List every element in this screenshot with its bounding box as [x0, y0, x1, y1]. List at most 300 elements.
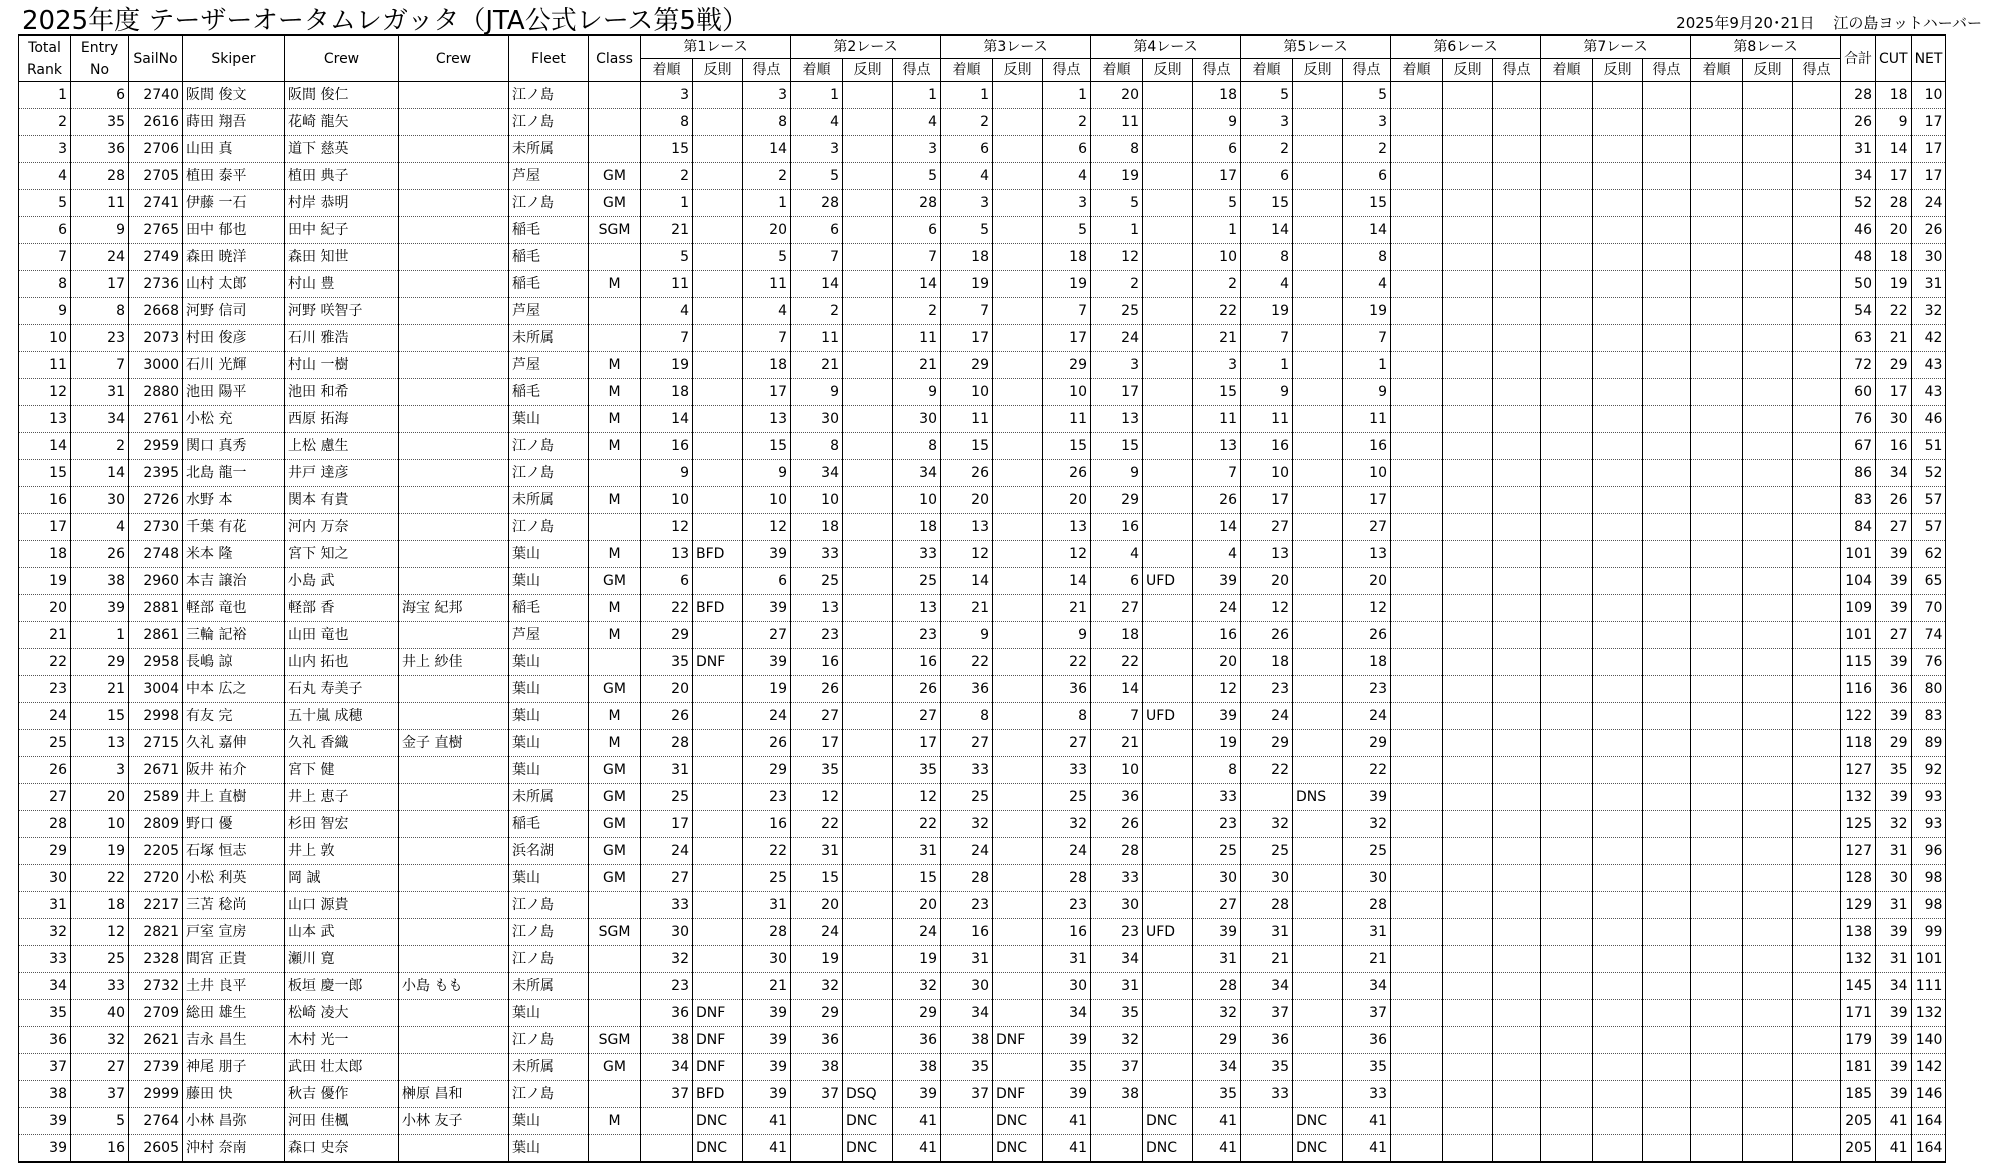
rank-cell: 36 [19, 1027, 71, 1054]
race-6-empty-cell [1391, 352, 1443, 379]
race-1-penalty-cell [693, 676, 743, 703]
race-3-finish-cell: 3 [941, 190, 993, 217]
race-5-score-cell: 33 [1343, 1081, 1391, 1108]
class-cell: GM [589, 811, 641, 838]
race-8-empty-cell [1793, 1135, 1841, 1163]
race-8-empty-cell [1793, 784, 1841, 811]
race-4-penalty-cell [1143, 406, 1193, 433]
table-row [19, 622, 1946, 649]
race-2-penalty-cell: DNC [843, 1135, 893, 1163]
race-3-finish-cell: 5 [941, 217, 993, 244]
race-6-empty-cell [1391, 946, 1443, 973]
header-race-8: 第8レース [1691, 35, 1841, 59]
race-6-empty-cell [1391, 379, 1443, 406]
race-3-penalty-cell [993, 325, 1043, 352]
race-1-penalty-cell: DNF [693, 649, 743, 676]
entry-no-cell: 9 [71, 217, 129, 244]
race-8-empty-cell [1691, 1000, 1743, 1027]
rank-cell: 13 [19, 406, 71, 433]
race-3-finish-cell: 16 [941, 919, 993, 946]
race-3-score-cell: 6 [1043, 136, 1091, 163]
fleet-cell: 葉山 [509, 1135, 589, 1163]
race-3-finish-cell: 30 [941, 973, 993, 1000]
race-7-empty-cell [1541, 352, 1593, 379]
race-8-empty-cell [1691, 136, 1743, 163]
race-2-score-cell: 38 [893, 1054, 941, 1081]
race-1-penalty-cell: BFD [693, 541, 743, 568]
race-8-empty-cell [1691, 568, 1743, 595]
race-4-penalty-cell [1143, 298, 1193, 325]
rank-cell: 15 [19, 460, 71, 487]
race-3-penalty-cell [993, 784, 1043, 811]
crew-2-cell [399, 325, 509, 352]
header-class: Class [589, 35, 641, 82]
cut-cell: 39 [1876, 568, 1912, 595]
race-7-empty-cell [1643, 136, 1691, 163]
race-4-score-cell: 4 [1193, 541, 1241, 568]
race-6-empty-cell [1493, 676, 1541, 703]
skipper-cell: 三苫 稔尚 [183, 892, 285, 919]
race-8-empty-cell [1793, 433, 1841, 460]
race-1-score-cell: 5 [743, 244, 791, 271]
race-6-empty-cell [1493, 217, 1541, 244]
net-cell: 51 [1911, 433, 1946, 460]
race-5-finish-cell: 28 [1241, 892, 1293, 919]
crew-cell: 軽部 香 [285, 595, 399, 622]
race-3-finish-cell: 25 [941, 784, 993, 811]
race-4-penalty-cell [1143, 1081, 1193, 1108]
fleet-cell: 稲毛 [509, 217, 589, 244]
race-2-penalty-cell [843, 487, 893, 514]
cut-cell: 28 [1876, 190, 1912, 217]
race-1-penalty-cell [693, 82, 743, 109]
race-5-finish-cell: 3 [1241, 109, 1293, 136]
race-6-empty-cell [1391, 1081, 1443, 1108]
entry-no-cell: 33 [71, 973, 129, 1000]
race-8-empty-cell [1691, 1135, 1743, 1163]
race-2-score-cell: 22 [893, 811, 941, 838]
race-8-empty-cell [1691, 325, 1743, 352]
race-6-empty-cell [1493, 325, 1541, 352]
race-3-penalty-cell [993, 271, 1043, 298]
race-2-score-cell: 20 [893, 892, 941, 919]
header-race-8-sub-2: 反則 [1743, 59, 1793, 82]
race-6-empty-cell [1391, 163, 1443, 190]
race-8-empty-cell [1691, 514, 1743, 541]
header-race-3: 第3レース [941, 35, 1091, 59]
race-8-empty-cell [1743, 946, 1793, 973]
total-cell: 138 [1841, 919, 1876, 946]
race-8-empty-cell [1793, 1081, 1841, 1108]
race-2-penalty-cell [843, 946, 893, 973]
rank-cell: 22 [19, 649, 71, 676]
cut-cell: 39 [1876, 595, 1912, 622]
race-1-score-cell: 3 [743, 82, 791, 109]
race-4-score-cell: 8 [1193, 757, 1241, 784]
cut-cell: 35 [1876, 757, 1912, 784]
crew-2-cell [399, 1000, 509, 1027]
entry-no-cell: 34 [71, 406, 129, 433]
race-6-empty-cell [1391, 460, 1443, 487]
race-8-empty-cell [1793, 217, 1841, 244]
race-2-score-cell: 27 [893, 703, 941, 730]
race-8-empty-cell [1691, 163, 1743, 190]
race-3-penalty-cell [993, 757, 1043, 784]
race-2-finish-cell: 19 [791, 946, 843, 973]
race-1-score-cell: 25 [743, 865, 791, 892]
class-cell: M [589, 406, 641, 433]
race-5-score-cell: 11 [1343, 406, 1391, 433]
race-7-empty-cell [1541, 784, 1593, 811]
race-2-finish-cell: 36 [791, 1027, 843, 1054]
race-2-finish-cell: 16 [791, 649, 843, 676]
race-2-finish-cell: 12 [791, 784, 843, 811]
race-8-empty-cell [1743, 163, 1793, 190]
table-row [19, 82, 1946, 109]
sail-no-cell: 2395 [129, 460, 183, 487]
net-cell: 146 [1911, 1081, 1946, 1108]
fleet-cell: 芦屋 [509, 163, 589, 190]
race-1-penalty-cell [693, 379, 743, 406]
race-3-finish-cell: 19 [941, 271, 993, 298]
header-race-4-sub-3: 得点 [1193, 59, 1241, 82]
race-5-finish-cell: 13 [1241, 541, 1293, 568]
race-3-score-cell: 30 [1043, 973, 1091, 1000]
table-row [19, 730, 1946, 757]
race-6-empty-cell [1391, 190, 1443, 217]
crew-2-cell [399, 865, 509, 892]
entry-no-cell: 17 [71, 271, 129, 298]
race-4-score-cell: 18 [1193, 82, 1241, 109]
race-5-penalty-cell [1293, 109, 1343, 136]
race-7-empty-cell [1593, 433, 1643, 460]
race-3-score-cell: 29 [1043, 352, 1091, 379]
cut-cell: 26 [1876, 487, 1912, 514]
skipper-cell: 植田 泰平 [183, 163, 285, 190]
race-7-empty-cell [1541, 703, 1593, 730]
race-2-score-cell: 21 [893, 352, 941, 379]
class-cell: SGM [589, 217, 641, 244]
race-7-empty-cell [1541, 406, 1593, 433]
class-cell: GM [589, 676, 641, 703]
class-cell: GM [589, 784, 641, 811]
race-4-score-cell: 20 [1193, 649, 1241, 676]
race-8-empty-cell [1793, 973, 1841, 1000]
race-6-empty-cell [1443, 757, 1493, 784]
race-4-score-cell: 32 [1193, 1000, 1241, 1027]
cut-cell: 19 [1876, 271, 1912, 298]
race-8-empty-cell [1691, 676, 1743, 703]
table-row [19, 919, 1946, 946]
skipper-cell: 土井 良平 [183, 973, 285, 1000]
race-7-empty-cell [1593, 136, 1643, 163]
race-2-finish-cell: 13 [791, 595, 843, 622]
race-8-empty-cell [1793, 595, 1841, 622]
race-2-penalty-cell [843, 109, 893, 136]
race-1-score-cell: 39 [743, 1027, 791, 1054]
total-cell: 127 [1841, 757, 1876, 784]
race-8-empty-cell [1793, 946, 1841, 973]
race-7-empty-cell [1541, 136, 1593, 163]
entry-no-cell: 23 [71, 325, 129, 352]
race-5-finish-cell: 29 [1241, 730, 1293, 757]
race-2-finish-cell: 28 [791, 190, 843, 217]
crew-2-cell: 金子 直樹 [399, 730, 509, 757]
race-8-empty-cell [1743, 1081, 1793, 1108]
rank-cell: 39 [19, 1108, 71, 1135]
race-5-penalty-cell [1293, 811, 1343, 838]
race-3-score-cell: 33 [1043, 757, 1091, 784]
race-3-penalty-cell [993, 892, 1043, 919]
race-5-finish-cell: 9 [1241, 379, 1293, 406]
race-7-empty-cell [1593, 703, 1643, 730]
skipper-cell: 中本 広之 [183, 676, 285, 703]
race-8-empty-cell [1793, 82, 1841, 109]
race-1-penalty-cell [693, 298, 743, 325]
class-cell: M [589, 433, 641, 460]
header-race-3-sub-3: 得点 [1043, 59, 1091, 82]
race-3-finish-cell: 8 [941, 703, 993, 730]
entry-no-cell: 22 [71, 865, 129, 892]
crew-2-cell: 榊原 昌和 [399, 1081, 509, 1108]
crew-2-cell: 小島 もも [399, 973, 509, 1000]
race-7-empty-cell [1643, 622, 1691, 649]
entry-no-cell: 4 [71, 514, 129, 541]
race-6-empty-cell [1443, 865, 1493, 892]
race-2-penalty-cell: DNC [843, 1108, 893, 1135]
race-2-penalty-cell [843, 622, 893, 649]
entry-no-cell: 21 [71, 676, 129, 703]
total-cell: 132 [1841, 946, 1876, 973]
race-6-empty-cell [1493, 892, 1541, 919]
net-cell: 111 [1911, 973, 1946, 1000]
race-8-empty-cell [1691, 406, 1743, 433]
race-6-empty-cell [1493, 487, 1541, 514]
race-5-penalty-cell [1293, 649, 1343, 676]
race-7-empty-cell [1541, 1054, 1593, 1081]
race-8-empty-cell [1743, 406, 1793, 433]
total-cell: 205 [1841, 1108, 1876, 1135]
race-8-empty-cell [1793, 1000, 1841, 1027]
crew-cell: 井戸 達彦 [285, 460, 399, 487]
race-3-penalty-cell [993, 82, 1043, 109]
fleet-cell: 浜名湖 [509, 838, 589, 865]
race-3-score-cell: 21 [1043, 595, 1091, 622]
race-5-score-cell: 30 [1343, 865, 1391, 892]
race-1-score-cell: 16 [743, 811, 791, 838]
race-3-penalty-cell [993, 1054, 1043, 1081]
race-1-score-cell: 20 [743, 217, 791, 244]
race-7-empty-cell [1593, 217, 1643, 244]
race-2-score-cell: 2 [893, 298, 941, 325]
total-cell: 132 [1841, 784, 1876, 811]
race-5-finish-cell: 35 [1241, 1054, 1293, 1081]
rank-cell: 19 [19, 568, 71, 595]
cut-cell: 31 [1876, 946, 1912, 973]
skipper-cell: 小松 利英 [183, 865, 285, 892]
header-race-6-sub-3: 得点 [1493, 59, 1541, 82]
sail-no-cell: 2616 [129, 109, 183, 136]
race-3-finish-cell: 24 [941, 838, 993, 865]
race-8-empty-cell [1691, 541, 1743, 568]
crew-cell: 宮下 健 [285, 757, 399, 784]
race-7-empty-cell [1643, 595, 1691, 622]
header-race-2-sub-2: 反則 [843, 59, 893, 82]
cut-cell: 18 [1876, 82, 1912, 109]
race-8-empty-cell [1743, 892, 1793, 919]
net-cell: 26 [1911, 217, 1946, 244]
cut-cell: 39 [1876, 703, 1912, 730]
race-3-score-cell: 41 [1043, 1135, 1091, 1163]
race-7-empty-cell [1541, 730, 1593, 757]
race-2-penalty-cell [843, 1054, 893, 1081]
race-4-score-cell: 19 [1193, 730, 1241, 757]
race-7-empty-cell [1541, 271, 1593, 298]
race-2-finish-cell [791, 1135, 843, 1163]
rank-cell: 31 [19, 892, 71, 919]
race-4-penalty-cell: UFD [1143, 919, 1193, 946]
race-4-penalty-cell [1143, 487, 1193, 514]
net-cell: 93 [1911, 811, 1946, 838]
crew-2-cell [399, 757, 509, 784]
race-1-penalty-cell [693, 487, 743, 514]
race-4-score-cell: 25 [1193, 838, 1241, 865]
rank-cell: 30 [19, 865, 71, 892]
net-cell: 98 [1911, 865, 1946, 892]
race-1-penalty-cell [693, 136, 743, 163]
fleet-cell: 稲毛 [509, 379, 589, 406]
race-1-penalty-cell [693, 244, 743, 271]
race-5-penalty-cell [1293, 190, 1343, 217]
race-7-empty-cell [1593, 325, 1643, 352]
race-7-empty-cell [1541, 757, 1593, 784]
race-8-empty-cell [1793, 1027, 1841, 1054]
total-cell: 72 [1841, 352, 1876, 379]
entry-no-cell: 16 [71, 1135, 129, 1163]
race-1-penalty-cell [693, 838, 743, 865]
cut-cell: 21 [1876, 325, 1912, 352]
race-8-empty-cell [1743, 595, 1793, 622]
race-5-score-cell: 39 [1343, 784, 1391, 811]
race-8-empty-cell [1793, 919, 1841, 946]
header-race-7-sub-3: 得点 [1643, 59, 1691, 82]
race-3-penalty-cell [993, 298, 1043, 325]
race-1-score-cell: 2 [743, 163, 791, 190]
race-8-empty-cell [1743, 1027, 1793, 1054]
race-2-penalty-cell [843, 244, 893, 271]
race-7-empty-cell [1643, 730, 1691, 757]
race-8-empty-cell [1793, 163, 1841, 190]
race-3-finish-cell: 4 [941, 163, 993, 190]
rank-cell: 3 [19, 136, 71, 163]
entry-no-cell: 18 [71, 892, 129, 919]
race-2-score-cell: 17 [893, 730, 941, 757]
race-1-penalty-cell: BFD [693, 595, 743, 622]
race-7-empty-cell [1541, 1000, 1593, 1027]
race-1-penalty-cell: DNC [693, 1135, 743, 1163]
race-5-finish-cell: 15 [1241, 190, 1293, 217]
header-crew-2: Crew [399, 35, 509, 82]
race-5-score-cell: 25 [1343, 838, 1391, 865]
race-5-finish-cell: 27 [1241, 514, 1293, 541]
event-date: 2025年9月20･21日 [1676, 14, 1815, 32]
race-5-penalty-cell [1293, 82, 1343, 109]
race-4-score-cell: 12 [1193, 676, 1241, 703]
race-5-penalty-cell [1293, 676, 1343, 703]
sail-no-cell: 2809 [129, 811, 183, 838]
race-6-empty-cell [1493, 271, 1541, 298]
race-1-finish-cell: 33 [641, 892, 693, 919]
race-1-penalty-cell [693, 730, 743, 757]
fleet-cell: 芦屋 [509, 298, 589, 325]
race-3-score-cell: 17 [1043, 325, 1091, 352]
header-race-1-sub-1: 着順 [641, 59, 693, 82]
race-2-penalty-cell [843, 757, 893, 784]
race-8-empty-cell [1743, 433, 1793, 460]
race-5-finish-cell: 31 [1241, 919, 1293, 946]
net-cell: 24 [1911, 190, 1946, 217]
race-6-empty-cell [1493, 1054, 1541, 1081]
race-2-finish-cell: 15 [791, 865, 843, 892]
fleet-cell: 未所属 [509, 973, 589, 1000]
race-7-empty-cell [1593, 379, 1643, 406]
cut-cell: 30 [1876, 865, 1912, 892]
race-4-finish-cell: 30 [1091, 892, 1143, 919]
race-3-score-cell: 14 [1043, 568, 1091, 595]
race-6-empty-cell [1391, 1000, 1443, 1027]
race-5-finish-cell: 25 [1241, 838, 1293, 865]
race-5-finish-cell: 8 [1241, 244, 1293, 271]
race-4-finish-cell: 24 [1091, 325, 1143, 352]
cut-cell: 29 [1876, 730, 1912, 757]
race-7-empty-cell [1593, 298, 1643, 325]
race-7-empty-cell [1643, 217, 1691, 244]
sail-no-cell: 2217 [129, 892, 183, 919]
net-cell: 89 [1911, 730, 1946, 757]
race-5-finish-cell: 16 [1241, 433, 1293, 460]
class-cell [589, 1135, 641, 1163]
class-cell: M [589, 487, 641, 514]
race-6-empty-cell [1391, 568, 1443, 595]
race-4-score-cell: 15 [1193, 379, 1241, 406]
total-cell: 116 [1841, 676, 1876, 703]
crew-cell: 道下 慈英 [285, 136, 399, 163]
race-6-empty-cell [1443, 514, 1493, 541]
race-3-finish-cell: 12 [941, 541, 993, 568]
race-6-empty-cell [1443, 811, 1493, 838]
race-5-finish-cell: 11 [1241, 406, 1293, 433]
entry-no-cell: 1 [71, 622, 129, 649]
race-7-empty-cell [1593, 271, 1643, 298]
header-total-rank: Total Rank [19, 35, 71, 82]
race-6-empty-cell [1391, 892, 1443, 919]
race-2-penalty-cell: DSQ [843, 1081, 893, 1108]
skipper-cell: 田中 郁也 [183, 217, 285, 244]
net-cell: 99 [1911, 919, 1946, 946]
race-1-score-cell: 23 [743, 784, 791, 811]
table-row [19, 973, 1946, 1000]
race-8-empty-cell [1793, 325, 1841, 352]
race-5-score-cell: 36 [1343, 1027, 1391, 1054]
race-1-finish-cell: 22 [641, 595, 693, 622]
race-8-empty-cell [1691, 379, 1743, 406]
race-4-score-cell: 6 [1193, 136, 1241, 163]
race-5-finish-cell: 19 [1241, 298, 1293, 325]
total-cell: 128 [1841, 865, 1876, 892]
skipper-cell: 藤田 快 [183, 1081, 285, 1108]
race-2-score-cell: 41 [893, 1108, 941, 1135]
race-2-score-cell: 29 [893, 1000, 941, 1027]
